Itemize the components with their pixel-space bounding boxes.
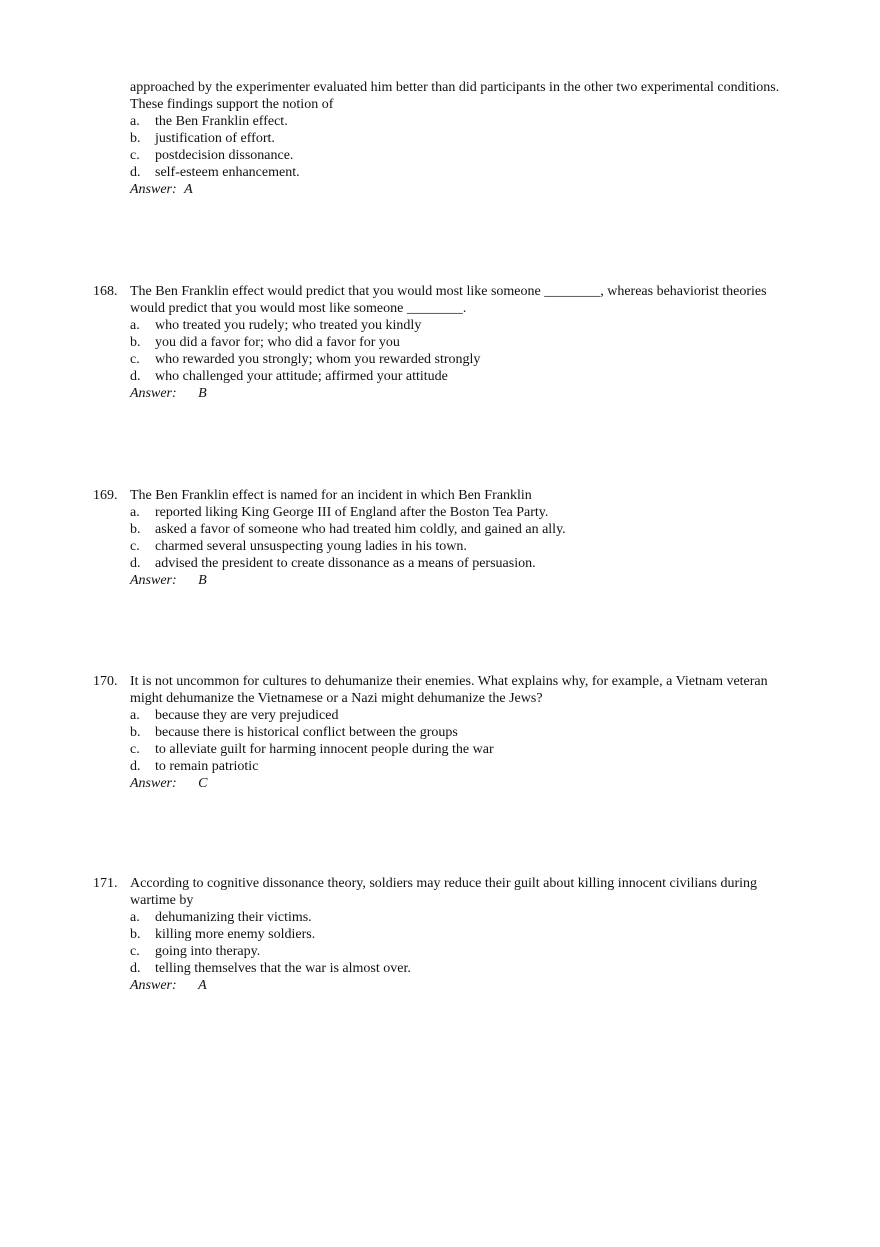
question-171 (93, 875, 793, 994)
option-text: charmed several unsuspecting young ladies in his town. (155, 539, 467, 554)
option-d (130, 555, 793, 572)
option-text: who challenged your attitude; affirmed your attitude (155, 369, 448, 384)
question-number: 169. (93, 488, 118, 503)
option-letter: c. (130, 539, 140, 554)
option-letter: c. (130, 944, 140, 959)
option-a (130, 707, 793, 724)
option-c (130, 351, 793, 368)
question-number: 168. (93, 284, 118, 299)
option-text: you did a favor for; who did a favor for you (155, 335, 400, 350)
option-letter: a. (130, 318, 140, 333)
option-letter: b. (130, 131, 141, 146)
option-a (130, 317, 793, 334)
answer-line (93, 775, 793, 792)
options-list (93, 909, 793, 977)
option-c (130, 943, 793, 960)
option-letter: a. (130, 708, 140, 723)
stem-text: approached by the experimenter evaluated him better than did participants in the other two experimental conditions. These findings support the notion of (130, 80, 780, 112)
option-letter: a. (130, 910, 140, 925)
answer-label: Answer: (130, 978, 177, 993)
option-letter: a. (130, 114, 140, 129)
option-text: justification of effort. (155, 131, 275, 146)
answer-value: A (198, 978, 207, 993)
option-letter: c. (130, 148, 140, 163)
option-text: advised the president to create dissonance as a means of persuasion. (155, 556, 536, 571)
answer-label: Answer: (130, 573, 177, 588)
question-stem (93, 487, 793, 504)
option-text: to remain patriotic (155, 759, 259, 774)
option-text: telling themselves that the war is almost over. (155, 961, 411, 976)
option-text: dehumanizing their victims. (155, 910, 312, 925)
option-b (130, 926, 793, 943)
option-d (130, 164, 793, 181)
option-text: postdecision dissonance. (155, 148, 294, 163)
option-text: going into therapy. (155, 944, 261, 959)
stem-text: The Ben Franklin effect would predict that you would most like someone ________, whereas behaviorist theories would predict that you would most like someone ________. (130, 284, 767, 316)
option-letter: d. (130, 759, 141, 774)
question-stem (93, 875, 793, 909)
option-letter: b. (130, 927, 141, 942)
question-169 (93, 487, 793, 589)
option-d (130, 960, 793, 977)
option-b (130, 130, 793, 147)
option-letter: d. (130, 961, 141, 976)
option-letter: c. (130, 352, 140, 367)
option-c (130, 147, 793, 164)
option-text: who rewarded you strongly; whom you rewarded strongly (155, 352, 481, 367)
question-stem (93, 79, 793, 113)
option-letter: b. (130, 725, 141, 740)
option-b (130, 724, 793, 741)
question-stem (93, 673, 793, 707)
answer-value: B (198, 386, 207, 401)
options-list (93, 707, 793, 775)
option-c (130, 741, 793, 758)
option-b (130, 334, 793, 351)
stem-text: According to cognitive dissonance theory, soldiers may reduce their guilt about killing innocent civilians during wartime by (130, 876, 757, 908)
answer-label: Answer: (130, 776, 177, 791)
option-letter: d. (130, 165, 141, 180)
option-d (130, 368, 793, 385)
option-letter: b. (130, 335, 141, 350)
option-text: asked a favor of someone who had treated him coldly, and gained an ally. (155, 522, 566, 537)
option-b (130, 521, 793, 538)
option-text: to alleviate guilt for harming innocent people during the war (155, 742, 494, 757)
option-letter: d. (130, 556, 141, 571)
question-number: 171. (93, 876, 118, 891)
answer-line (93, 572, 793, 589)
question-number: 170. (93, 674, 118, 689)
option-letter: c. (130, 742, 140, 757)
answer-label: Answer: (130, 182, 177, 197)
option-d (130, 758, 793, 775)
option-letter: b. (130, 522, 141, 537)
option-letter: d. (130, 369, 141, 384)
answer-line (93, 977, 793, 994)
answer-label: Answer: (130, 386, 177, 401)
answer-line (93, 385, 793, 402)
options-list (93, 317, 793, 385)
option-text: self-esteem enhancement. (155, 165, 300, 180)
question-168 (93, 283, 793, 402)
answer-value: C (198, 776, 208, 791)
options-list (93, 504, 793, 572)
option-letter: a. (130, 505, 140, 520)
answer-value: B (198, 573, 207, 588)
option-a (130, 909, 793, 926)
option-text: reported liking King George III of England after the Boston Tea Party. (155, 505, 549, 520)
option-text: who treated you rudely; who treated you kindly (155, 318, 422, 333)
option-a (130, 504, 793, 521)
answer-line (93, 181, 793, 198)
answer-value: A (184, 182, 193, 197)
stem-text: The Ben Franklin effect is named for an incident in which Ben Franklin (130, 488, 532, 503)
options-list (93, 113, 793, 181)
question-170 (93, 673, 793, 792)
option-text: killing more enemy soldiers. (155, 927, 316, 942)
stem-text: It is not uncommon for cultures to dehumanize their enemies. What explains why, for example, a Vietnam veteran might dehumanize the Vietnamese or a Nazi might dehumanize the Jews? (130, 674, 768, 706)
option-a (130, 113, 793, 130)
option-c (130, 538, 793, 555)
question-stem (93, 283, 793, 317)
option-text: because there is historical conflict between the groups (155, 725, 458, 740)
option-text: because they are very prejudiced (155, 708, 339, 723)
question-167-continuation (93, 79, 793, 198)
option-text: the Ben Franklin effect. (155, 114, 288, 129)
